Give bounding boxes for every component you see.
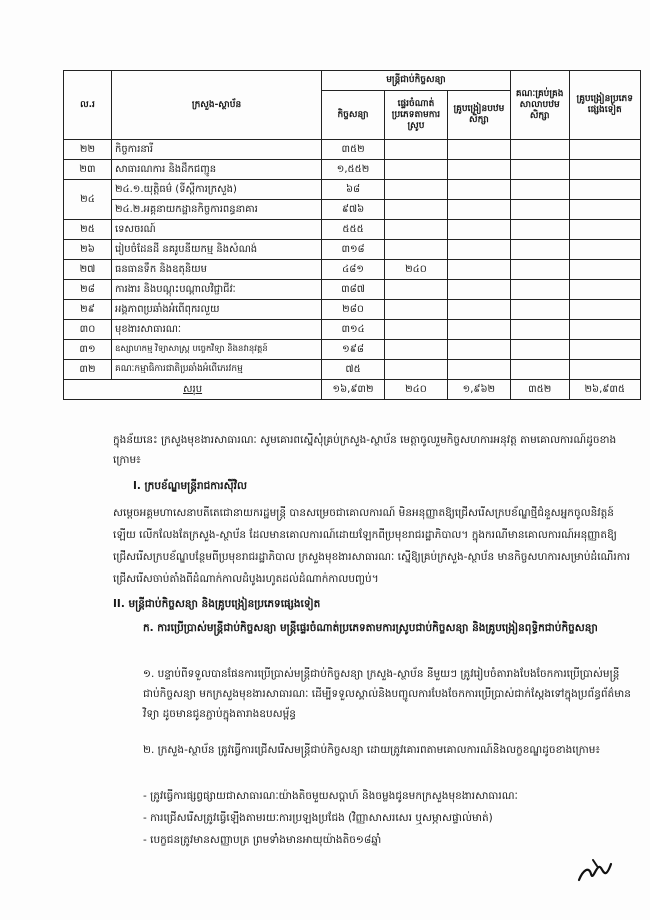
row-ministry: សាធារណការ និងដឹកជញ្ជូន bbox=[111, 160, 321, 180]
row-teacher bbox=[447, 200, 510, 220]
table-row bbox=[64, 200, 641, 220]
row-contract: ៩៧៦ bbox=[322, 200, 385, 220]
row-other bbox=[569, 340, 641, 360]
initial-signature-icon bbox=[575, 852, 615, 888]
row-pre bbox=[510, 160, 569, 180]
total-label: សរុប bbox=[64, 380, 322, 400]
row-teacher bbox=[447, 340, 510, 360]
row-no: ២៦ bbox=[64, 240, 112, 260]
row-no: ២៤ bbox=[64, 180, 112, 220]
row-no: ២៣ bbox=[64, 160, 112, 180]
bullet-item: - បេក្ខជនត្រូវមានសញ្ញាបត្រ ព្រមទាំងមានអាយុយ៉ាងតិច១៨ឆ្នាំ bbox=[143, 834, 382, 846]
row-contract: ៧៥ bbox=[322, 360, 385, 380]
row-transfer bbox=[385, 360, 448, 380]
row-ministry: ឧស្សាហកម្ម វិទ្យាសាស្ត្រ បច្ចេកវិទ្យា និងនវានុវត្តន៍ bbox=[111, 340, 321, 360]
total-row bbox=[64, 380, 641, 400]
col-header-contract: កិច្ចសន្យា bbox=[322, 91, 385, 140]
col-header-ministry: ក្រសួង-ស្ថាប័ន bbox=[111, 71, 321, 140]
row-teacher bbox=[447, 360, 510, 380]
section2-item2: ២. ក្រសួង-ស្ថាប័ន ត្រូវធ្វើការជ្រើសរើសមន្ត្រីជាប់កិច្ចសន្យា ដោយត្រូវគោរពតាមគោលការណ៍និងលក្ខខណ្ឌដូចខាងក្រោម៖ bbox=[143, 744, 600, 756]
row-other bbox=[569, 300, 641, 320]
col-group-contract-staff: មន្ត្រីជាប់កិច្ចសន្យា bbox=[322, 71, 511, 91]
row-other bbox=[569, 280, 641, 300]
row-pre bbox=[510, 340, 569, 360]
row-contract: ៤៨១ bbox=[322, 260, 385, 280]
row-teacher bbox=[447, 320, 510, 340]
row-teacher bbox=[447, 180, 510, 200]
section1-body: សម្ដេចអគ្គមហាសេនាបតីតេជោនាយករដ្ឋមន្ត្រី បានសម្រេចជាគោលការណ៍ មិនអនុញ្ញាតឱ្យជ្រើសរើសក្របខ័ណ្ឌថ្មីជំនួសអ្នកចូលនិវត្តន៍ឡើយ លើកលែងតែក្រសួង-ស្ថាប័ន ដែលមានគោលការណ៍ដោយឡែកពីប្រមុខរាជរដ្ឋាភិបាល។ ក្នុងករណីមានគោលការណ៍អនុញ្ញាតឱ្យជ្រើសរើសក្របខ័ណ្ឌបន្ថែមពីប្រមុខរាជរដ្ឋាភិបាល ក្រសួងមុខងារសាធារណៈ ស្នើឱ្យគ្រប់ក្រសួង-ស្ថាប័ន មានកិច្ចសហការសម្រាប់ដំណើរការជ្រើសរើសចាប់តាំងពីដំណាក់កាលដំបូងរហូតដល់ដំណាក់កាលបញ្ចប់។ bbox=[113, 507, 631, 585]
row-ministry: ២៤.១.យុត្តិធម៌ (ទីស្តីការក្រសួង) bbox=[111, 180, 321, 200]
table-row bbox=[64, 300, 641, 320]
col-header-other-teacher: គ្រូបង្រៀនប្រភេទផ្សេងទៀត bbox=[569, 71, 641, 140]
total-contract: ១៦,៩៣២ bbox=[322, 380, 385, 400]
row-other bbox=[569, 200, 641, 220]
row-contract: ៣៨៧ bbox=[322, 280, 385, 300]
row-ministry: ការងារ និងបណ្តុះបណ្តាលវិជ្ជាជីវៈ bbox=[111, 280, 321, 300]
row-transfer bbox=[385, 200, 448, 220]
col-header-no: ល.រ bbox=[64, 71, 112, 140]
row-transfer bbox=[385, 180, 448, 200]
row-pre bbox=[510, 140, 569, 160]
row-other bbox=[569, 360, 641, 380]
row-contract: ៣១៨ bbox=[322, 240, 385, 260]
total-other: ២៦,៩៣៥ bbox=[569, 380, 641, 400]
bullet-item: - ត្រូវធ្វើការផ្សព្វផ្សាយជាសាធារណៈយ៉ាងតិចមួយសប្តាហ៍ និងចម្លងជូនមកក្រសួងមុខងារសាធារណៈ bbox=[143, 790, 518, 802]
row-no: ២៧ bbox=[64, 260, 112, 280]
row-pre bbox=[510, 360, 569, 380]
row-other bbox=[569, 260, 641, 280]
section1-title: I. ក្របខ័ណ្ឌមន្ត្រីរាជការស៊ីវិល bbox=[133, 480, 247, 492]
bullet-item: - ការជ្រើសរើសត្រូវធ្វើឡើងតាមរយៈការប្រឡងប្រជែង (វិញ្ញាសាសរសេរ ឬសម្ភាសផ្ទាល់មាត់) bbox=[143, 812, 493, 824]
table-row bbox=[64, 260, 641, 280]
row-pre bbox=[510, 240, 569, 260]
row-teacher bbox=[447, 300, 510, 320]
table-row bbox=[64, 240, 641, 260]
row-teacher bbox=[447, 140, 510, 160]
row-transfer bbox=[385, 340, 448, 360]
row-ministry: គណៈកម្មាធិការជាតិប្រឆាំងអំពើភេរវកម្ម bbox=[111, 360, 321, 380]
row-pre bbox=[510, 300, 569, 320]
row-other bbox=[569, 140, 641, 160]
row-pre bbox=[510, 320, 569, 340]
col-header-pre-school: គណៈគ្រប់គ្រងសាលាបឋមសិក្សា bbox=[510, 71, 569, 140]
row-pre bbox=[510, 180, 569, 200]
section2-item1: ១. បន្ទាប់ពីទទួលបានផែនការប្រើប្រាស់មន្ត្រីជាប់កិច្ចសន្យា ក្រសួង-ស្ថាប័ន នីមួយៗ ត្រូវរៀបចំតារាងបែងចែកការប្រើប្រាស់មន្ត្រីជាប់កិច្ចសន្យា មកក្រសួងមុខងារសាធារណៈ ដើម្បីទទួលស្គាល់និងបញ្ជូលការបែងចែកការប្រើប្រាស់ជាក់ស្តែងទៅក្នុងប្រព័ន្ធព័ត៌មានវិទ្យា ដូចមានជូនភ្ជាប់ក្នុងតារាងឧបសម្ព័ន្ធ bbox=[143, 668, 631, 720]
table-row bbox=[64, 140, 641, 160]
row-other bbox=[569, 160, 641, 180]
col-header-teacher: គ្រូបង្រៀនបឋមសិក្សា bbox=[447, 91, 510, 140]
row-no: ៣២ bbox=[64, 360, 112, 380]
row-contract: ១,៥៥២ bbox=[322, 160, 385, 180]
row-no: ២២ bbox=[64, 140, 112, 160]
row-pre bbox=[510, 280, 569, 300]
table-row bbox=[64, 220, 641, 240]
row-transfer bbox=[385, 240, 448, 260]
total-pre: ៣៥២ bbox=[510, 380, 569, 400]
table-row bbox=[64, 160, 641, 180]
row-transfer bbox=[385, 320, 448, 340]
section2-title: II. មន្ត្រីជាប់កិច្ចសន្យា និងគ្រូបង្រៀនប្រភេទផ្សេងទៀត bbox=[113, 598, 321, 610]
row-other bbox=[569, 220, 641, 240]
row-ministry: រៀបចំដែនដី នគរូបនីយកម្ម និងសំណង់ bbox=[111, 240, 321, 260]
row-transfer bbox=[385, 280, 448, 300]
row-contract: ៥៥៥ bbox=[322, 220, 385, 240]
table-row bbox=[64, 340, 641, 360]
table-row bbox=[64, 320, 641, 340]
row-no: ៣១ bbox=[64, 340, 112, 360]
section2-sub-a: ក. ការប្រើប្រាស់មន្ត្រីជាប់កិច្ចសន្យា មន្ត្រីផ្ទេរចំណាត់ប្រភេទតាមការស្រូបជាប់កិច្ចសន្យា និងគ្រូបង្រៀនពុទ្ធិកជាប់កិច្ចសន្យា bbox=[143, 622, 598, 634]
row-transfer bbox=[385, 140, 448, 160]
row-ministry: កិច្ចការនារី bbox=[111, 140, 321, 160]
row-pre bbox=[510, 260, 569, 280]
row-transfer bbox=[385, 160, 448, 180]
row-no: ២៨ bbox=[64, 280, 112, 300]
row-contract: ៣៥២ bbox=[322, 140, 385, 160]
table-row bbox=[64, 360, 641, 380]
row-teacher bbox=[447, 220, 510, 240]
table-row bbox=[64, 180, 641, 200]
row-other bbox=[569, 320, 641, 340]
staffing-table bbox=[63, 70, 641, 400]
row-pre bbox=[510, 200, 569, 220]
row-transfer bbox=[385, 220, 448, 240]
row-no: ២៩ bbox=[64, 300, 112, 320]
row-teacher bbox=[447, 240, 510, 260]
total-teacher: ១,៩៦២ bbox=[447, 380, 510, 400]
row-pre bbox=[510, 220, 569, 240]
row-contract: ៦៨ bbox=[322, 180, 385, 200]
total-transfer: ២៤០ bbox=[385, 380, 448, 400]
row-ministry: ២៤.២.អគ្គនាយកដ្ឋានកិច្ចការពន្ធនាគារ bbox=[111, 200, 321, 220]
col-header-transfer: ផ្ទេរចំណាត់ប្រភេទតាមការស្រូប bbox=[385, 91, 448, 140]
row-ministry: ទេសចរណ៍ bbox=[111, 220, 321, 240]
row-teacher bbox=[447, 260, 510, 280]
row-ministry: អង្គភាពប្រឆាំងអំពើពុករលួយ bbox=[111, 300, 321, 320]
row-transfer bbox=[385, 300, 448, 320]
row-other bbox=[569, 240, 641, 260]
row-no: ២៥ bbox=[64, 220, 112, 240]
row-teacher bbox=[447, 280, 510, 300]
row-transfer: ២៤០ bbox=[385, 260, 448, 280]
row-no: ៣០ bbox=[64, 320, 112, 340]
row-contract: ២៨០ bbox=[322, 300, 385, 320]
row-teacher bbox=[447, 160, 510, 180]
row-ministry: ធនធានទឹក និងឧតុនិយម bbox=[111, 260, 321, 280]
row-ministry: មុខងារសាធារណៈ bbox=[111, 320, 321, 340]
row-contract: ៣១៤ bbox=[322, 320, 385, 340]
row-other bbox=[569, 180, 641, 200]
row-contract: ១៩៨ bbox=[322, 340, 385, 360]
intro-paragraph: ក្នុងន័យនេះ ក្រសួងមុខងារសាធារណៈ សូមគោរពស្នើសុំគ្រប់ក្រសួង-ស្ថាប័ន មេត្តាចូលរួមកិច្ចសហការអនុវត្ត តាមគោលការណ៍ដូចខាងក្រោម៖ bbox=[113, 434, 617, 466]
table-row bbox=[64, 280, 641, 300]
